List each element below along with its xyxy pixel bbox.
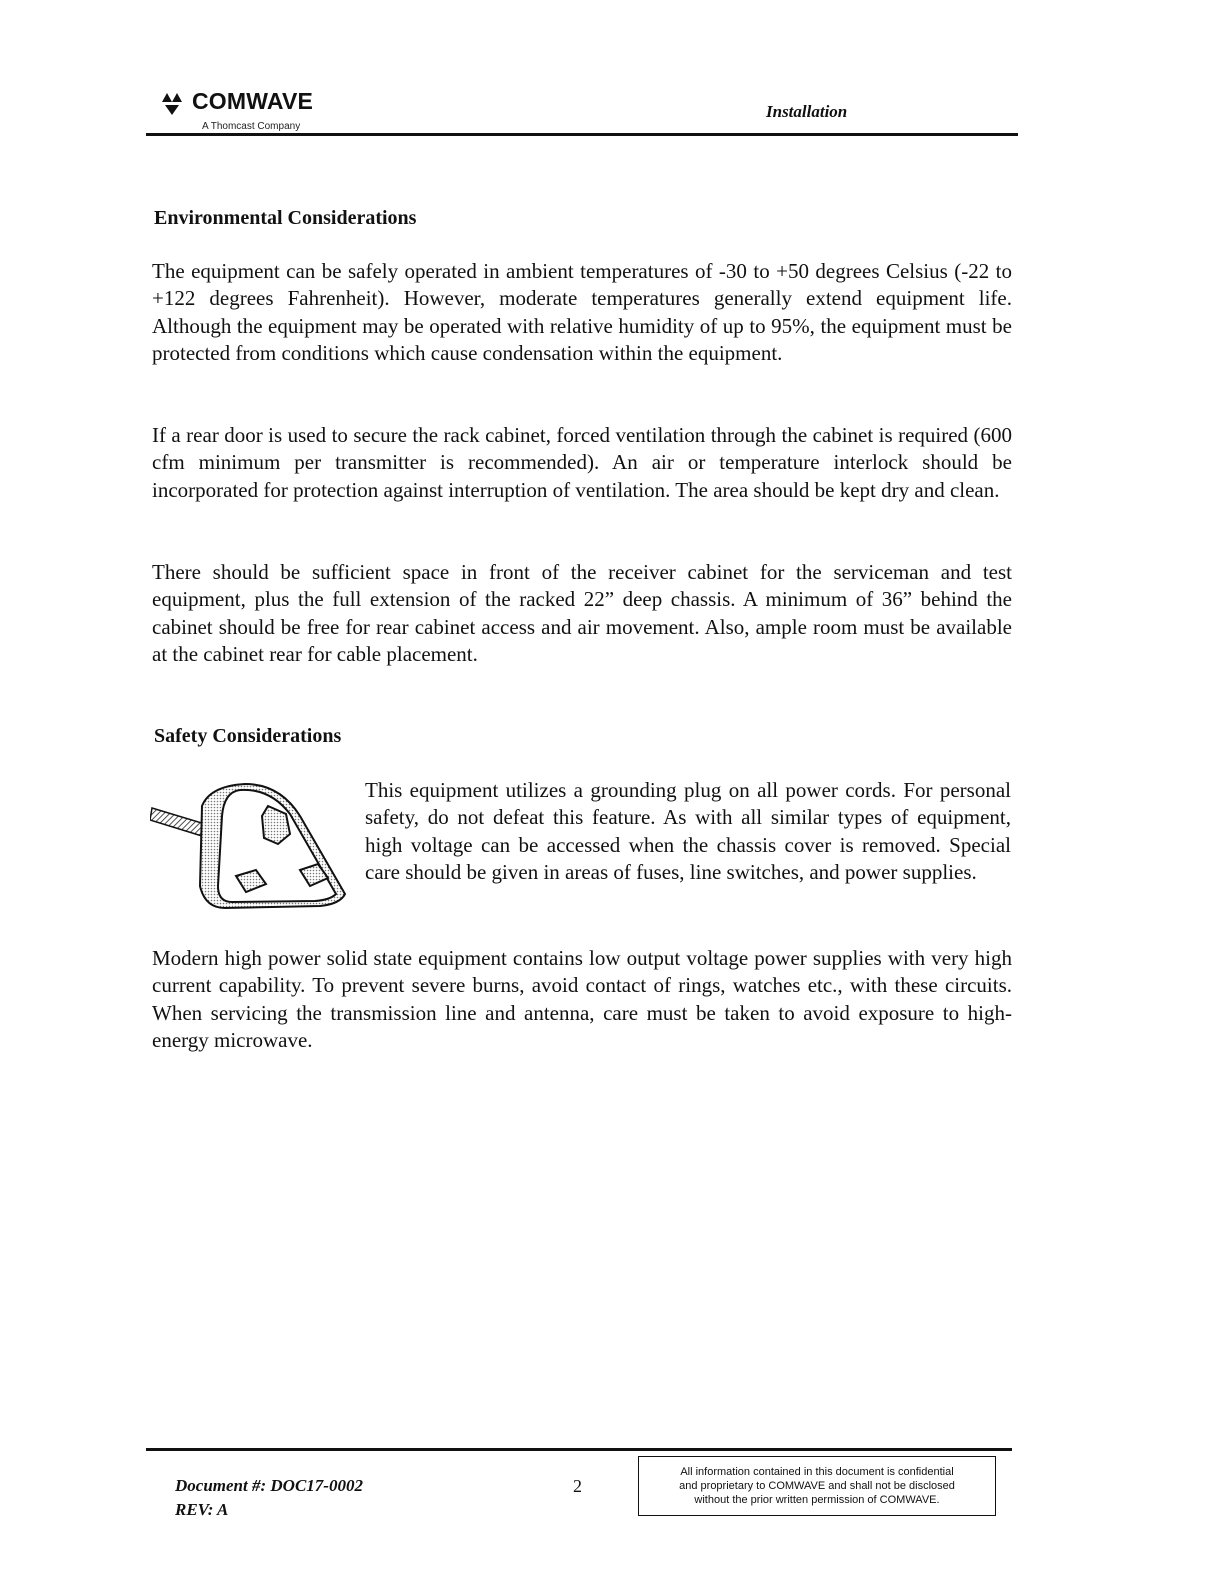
section-title: Installation [766, 102, 848, 121]
safety-heading: Safety Considerations [154, 725, 342, 747]
header-divider [146, 133, 1018, 136]
safety-paragraph-1: This equipment utilizes a grounding plug on all power cords. For personal safety, do not defeat this feature. As with all similar types of equipment, high voltage can be accessed when the chassis cover is removed. Special care should be given in areas of fuses, line switches, and power supplies. [365, 778, 1011, 884]
comwave-logo-icon [158, 90, 186, 116]
safety-paragraph-2: Modern high power solid state equipment contains low output voltage power supplies with very high current capability. To prevent severe burns, avoid contact of rings, watches etc., with these circuits. When servicing the transmission line and antenna, care must be taken to avoid exposure to high-energy microwave. [152, 946, 1012, 1052]
company-logo [158, 88, 358, 136]
revision: REV: A [175, 1500, 229, 1519]
environmental-paragraph-3: There should be sufficient space in front of the receiver cabinet for the serviceman and test equipment, plus the full extension of the racked 22” deep chassis. A minimum of 36” behind the cabinet should be free for rear cabinet access and air movement. Also, ample room must be available at the cabinet rear for cable placement. [152, 560, 1012, 666]
company-name: COMWAVE [192, 88, 314, 114]
environmental-heading: Environmental Considerations [154, 207, 417, 229]
confidentiality-notice [638, 1456, 996, 1516]
company-tagline: A Thomcast Company [202, 121, 301, 132]
environmental-paragraph-1: The equipment can be safely operated in ambient temperatures of -30 to +50 degrees Celsius (-22 to +122 degrees Fahrenheit). However, moderate temperatures generally extend equipment life. Although the equipment may be operated with relative humidity of up to 95%, the equipment must be protected from conditions which cause condensation within the equipment. [152, 259, 1012, 365]
notice-line-1: All information contained in this document is confidential [680, 1466, 954, 1478]
grounding-plug-icon [150, 776, 355, 916]
notice-line-2: and proprietary to COMWAVE and shall not be disclosed [679, 1480, 955, 1492]
document-info [175, 1474, 363, 1522]
page-number: 2 [573, 1476, 582, 1496]
notice-line-3: without the prior written permission of COMWAVE. [694, 1494, 940, 1506]
document-number: Document #: DOC17-0002 [175, 1476, 363, 1495]
environmental-paragraph-2: If a rear door is used to secure the rack cabinet, forced ventilation through the cabinet is required (600 cfm minimum per transmitter is recommended). An air or temperature interlock should be incorporated for protection against interruption of ventilation. The area should be kept dry and clean. [152, 423, 1012, 502]
footer-divider [146, 1448, 1012, 1451]
